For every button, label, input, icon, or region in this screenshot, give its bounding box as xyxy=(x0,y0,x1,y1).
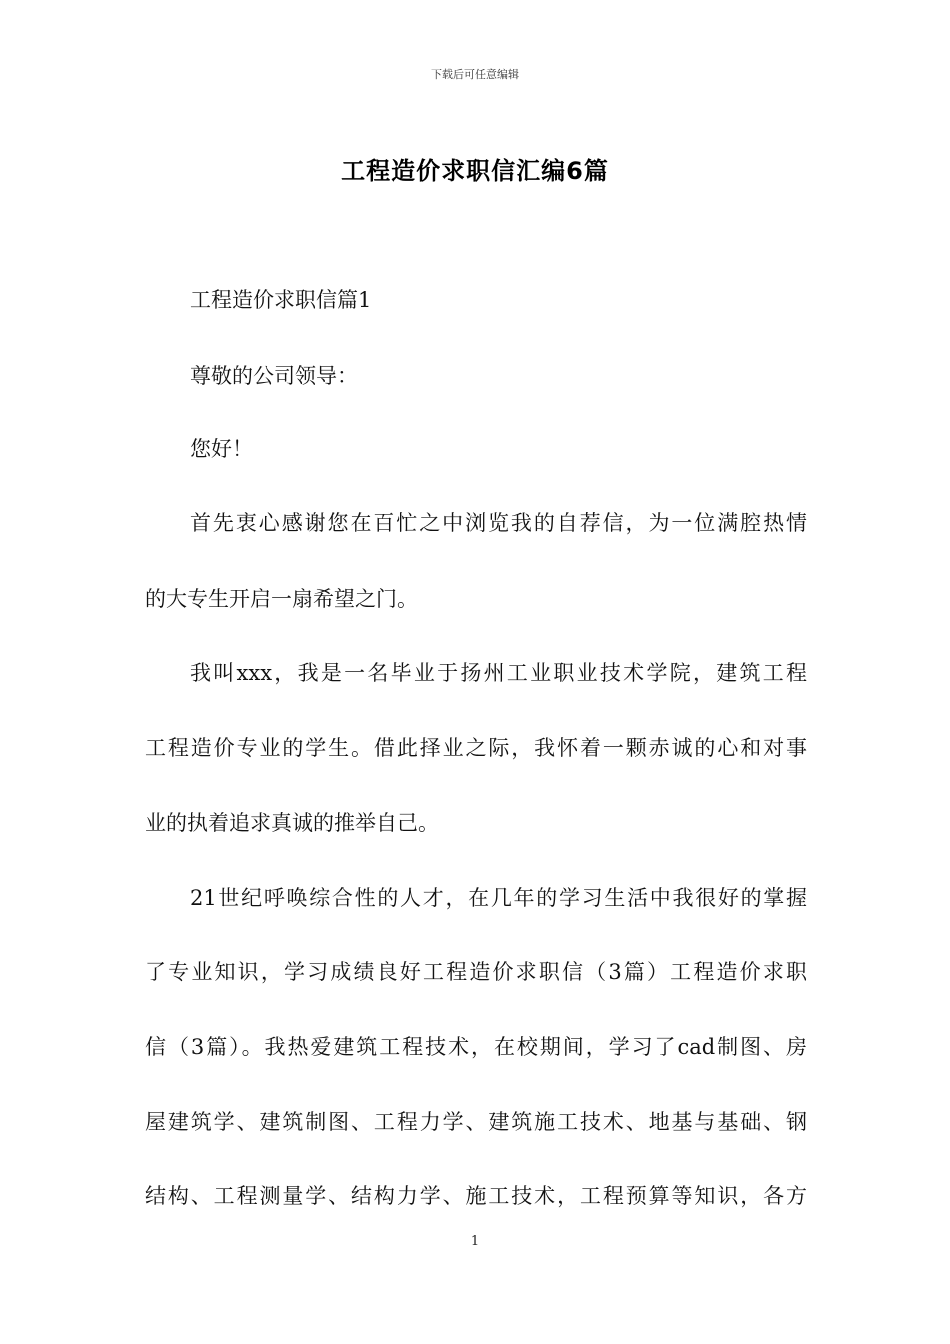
body-line: 屋建筑学、建筑制图、工程力学、建筑施工技术、地基与基础、钢 xyxy=(145,1110,807,1134)
header-note: 下载后可任意编辑 xyxy=(431,68,519,81)
body-line: 业的执着追求真诚的推举自己。 xyxy=(145,811,439,835)
body-line: 了专业知识，学习成绩良好工程造价求职信（3篇）工程造价求职 xyxy=(145,960,807,984)
body-line: 我叫xxx，我是一名毕业于扬州工业职业技术学院，建筑工程 xyxy=(190,661,807,685)
body-line: 的大专生开启一扇希望之门。 xyxy=(145,587,418,611)
page-number: 1 xyxy=(470,1234,480,1249)
greeting: 您好！ xyxy=(190,437,253,461)
section-heading: 工程造价求职信篇1 xyxy=(190,288,372,312)
body-line: 首先衷心感谢您在百忙之中浏览我的自荐信，为一位满腔热情 xyxy=(190,511,807,535)
body-line: 信（3篇）。我热爱建筑工程技术，在校期间，学习了cad制图、房 xyxy=(145,1035,807,1059)
document-title: 工程造价求职信汇编6篇 xyxy=(341,157,609,185)
body-line: 工程造价专业的学生。借此择业之际，我怀着一颗赤诚的心和对事 xyxy=(145,736,807,760)
body-line: 21世纪呼唤综合性的人才，在几年的学习生活中我很好的掌握 xyxy=(190,886,807,910)
salutation: 尊敬的公司领导： xyxy=(190,364,358,388)
body-line: 结构、工程测量学、结构力学、施工技术，工程预算等知识，各方 xyxy=(145,1184,807,1208)
